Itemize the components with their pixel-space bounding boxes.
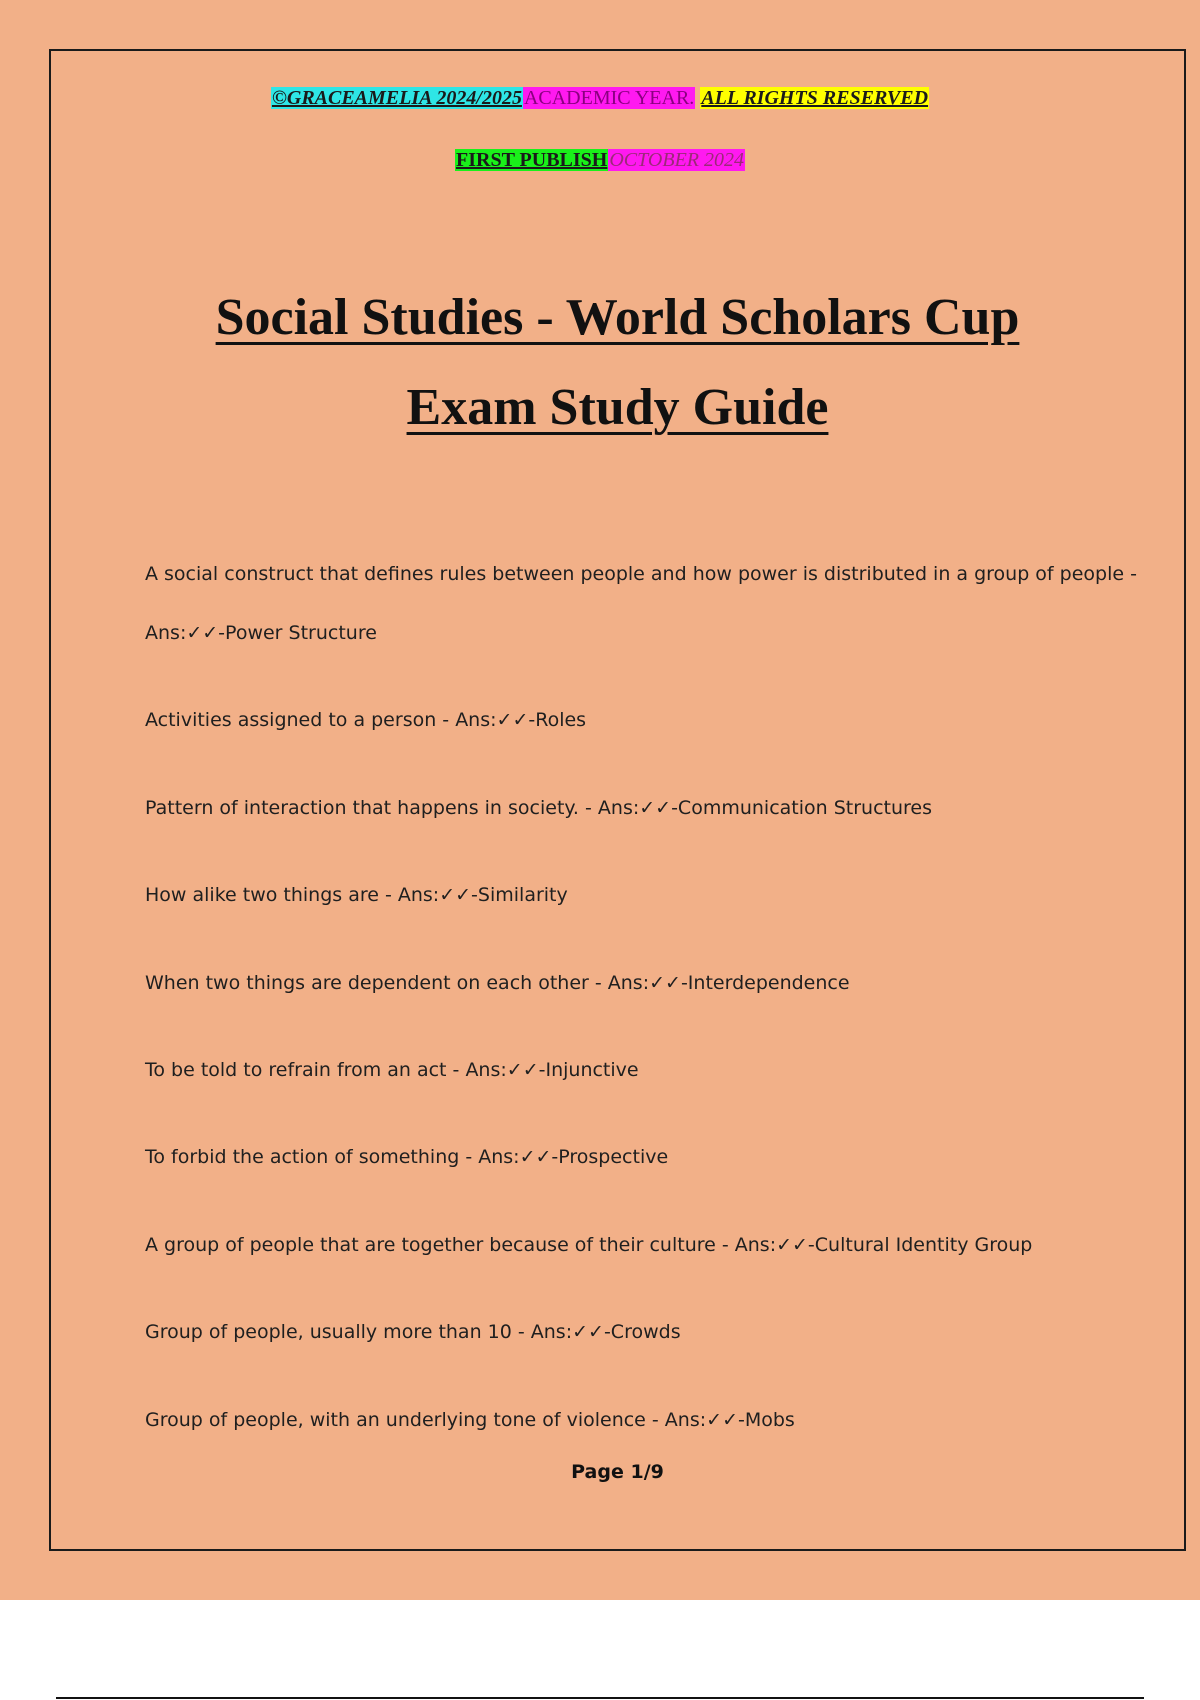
qa-line: Group of people, with an underlying tone of violence - Ans:✓✓-Mobs	[145, 1409, 795, 1431]
qa-line: A social construct that defines rules between people and how power is distributed in a group of people -	[145, 563, 1137, 585]
qa-line: Ans:✓✓-Power Structure	[145, 622, 377, 644]
first-publish-text: FIRST PUBLISH	[456, 149, 608, 171]
qa-line: How alike two things are - Ans:✓✓-Similarity	[145, 884, 568, 906]
qa-line: When two things are dependent on each other - Ans:✓✓-Interdependence	[145, 972, 850, 994]
next-page-rule	[56, 1697, 1144, 1699]
page-number: Page 1/9	[571, 1461, 664, 1483]
publish-line	[0, 148, 1200, 172]
qa-line: Group of people, usually more than 10 - Ans:✓✓-Crowds	[145, 1321, 681, 1343]
qa-line: Pattern of interaction that happens in society. - Ans:✓✓-Communication Structures	[145, 797, 933, 819]
qa-line: Activities assigned to a person - Ans:✓✓-Roles	[145, 709, 587, 731]
academic-year-text: ACADEMIC YEAR.	[523, 87, 695, 109]
qa-line: To forbid the action of something - Ans:✓✓-Prospective	[145, 1146, 669, 1168]
qa-line: To be told to refrain from an act - Ans:✓✓-Injunctive	[145, 1059, 639, 1081]
document-title-line-2: Exam Study Guide	[406, 379, 829, 436]
qa-line: A group of people that are together because of their culture - Ans:✓✓-Cultural Identity Group	[145, 1234, 1033, 1256]
publish-date-text: OCTOBER 2024	[609, 149, 744, 171]
copyright-text: ©GRACEAMELIA 2024/2025	[271, 87, 522, 109]
copyright-line	[0, 86, 1200, 110]
document-title-line-1: Social Studies - World Scholars Cup	[215, 289, 1020, 346]
rights-text: ALL RIGHTS RESERVED	[701, 87, 929, 109]
